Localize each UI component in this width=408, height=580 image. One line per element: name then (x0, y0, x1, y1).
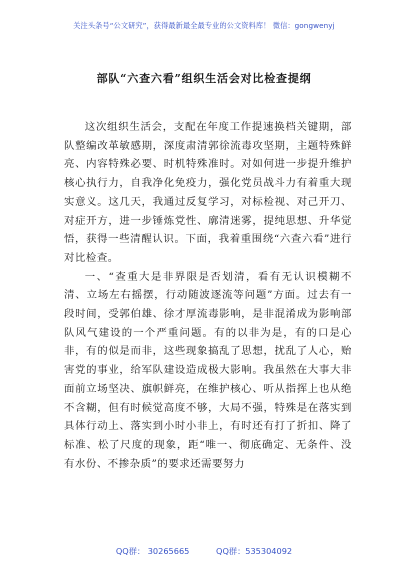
footer-qq-group-1: QQ群： 30265665 (115, 546, 190, 556)
paragraph-intro: 这次组织生活会，支配在年度工作提速换档关键期，部队整编改革敏感期，深度肃清郭徐流毒攻坚期，主题特殊鲜亮、内容特殊必要、时机特殊准时。对如何进一步提升维护核心执行力，自我净化免疫力，强化党员战斗力有着重大现实意义。这几天，我通过反复学习，对标检视、对己开刀、对症开方，进一步锤炼党性、廓清迷雾，提纯思想、升华觉悟，获得一些清醒认识。下面，我着重围绕“六查六看”进行对比检查。 (64, 121, 352, 264)
document-body (64, 118, 352, 473)
header-banner: 关注头条号“公文研究”，获得最新最全最专业的公文资料库！ 微信：gongwenyj (73, 21, 335, 30)
paragraph-section-1: 一、“查重大是非界限是否划清，看有无认识模糊不清、立场左右摇摆，行动随波逐流等问题”方面。过去有一段时间，受郭伯雄、徐才厚流毒影响，是非混淆成为影响部队风气建设的一个严重问题。有的以非为是，有的口是心非，有的似是而非，这些现象搞乱了思想，扰乱了人心，贻害党的事业，给军队建设造成极大影响。我虽然在大事大非面前立场坚决、旗帜鲜亮，在维护核心、听从指挥上也从绝不含糊，但有时候觉高度不够，大局不强，特殊是在落实到具体行动上、落实到小时小非上，有时还有打了折扣、降了标准、松了尺度的现象，距“唯一、彻底确定、无条件、没有水份、不掺杂质”的要求还需要努力 (64, 270, 352, 470)
footer (0, 546, 408, 557)
document-title: 部队“六查六看”组织生活会对比检查提纲 (96, 72, 312, 85)
footer-qq-group-2: QQ群：535304092 (216, 546, 293, 556)
